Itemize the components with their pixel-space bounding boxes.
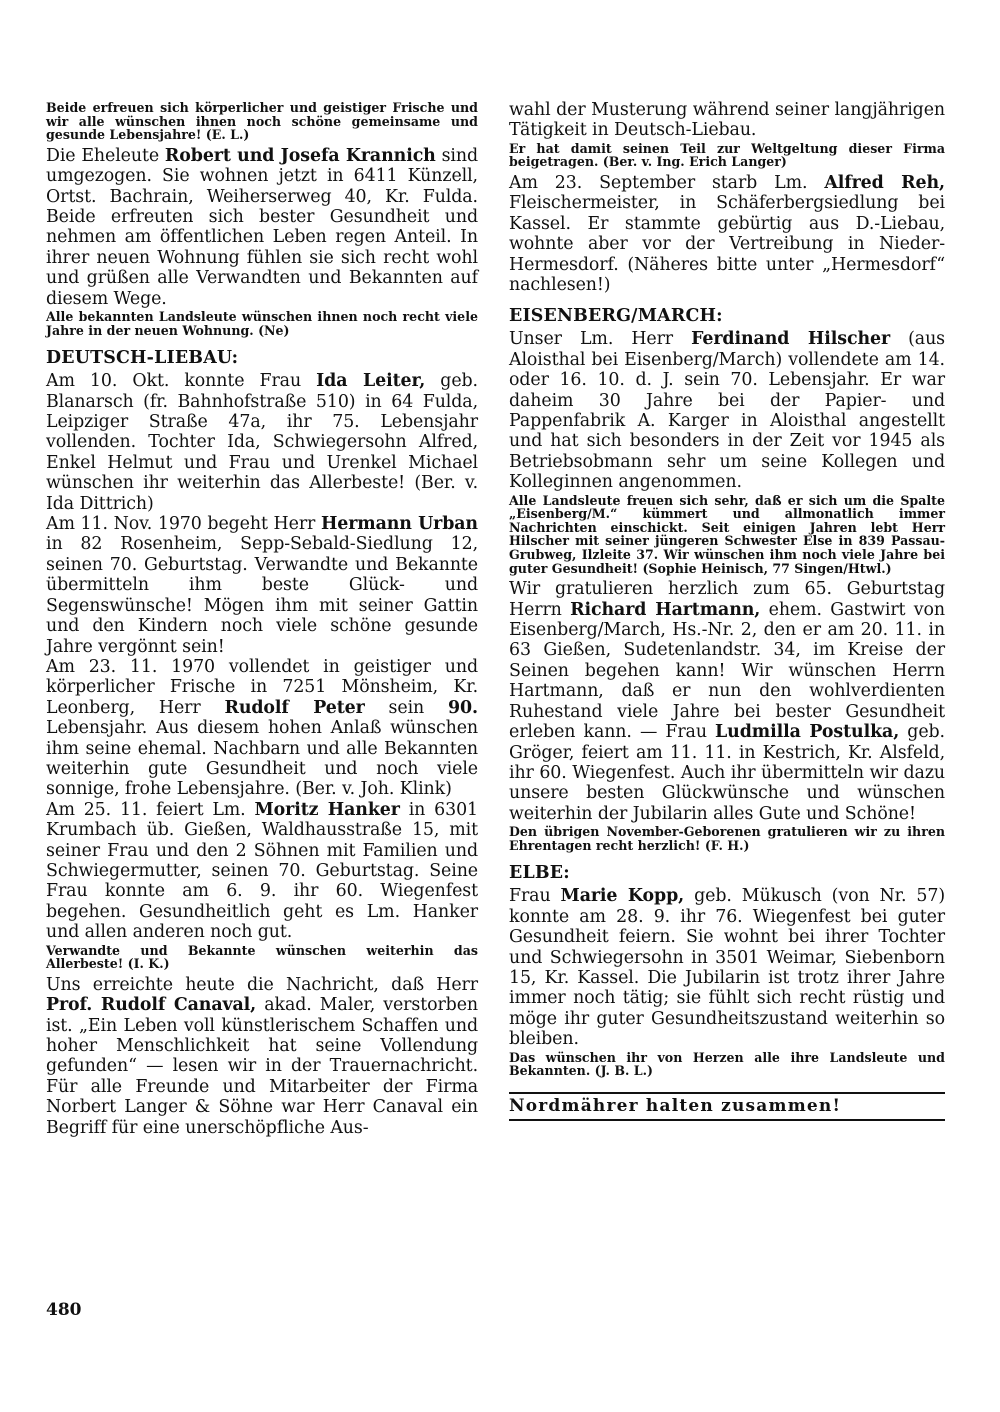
obituary-reh: Am 23. September starb Lm. Alfred Reh, Fleischermeister, in Schäferbergsiedlung bei Kassel. Er stammte gebürtig aus D.-Liebau, wohnte aber vor der Vertreibung in Nieder-Hermesdorf. (Näheres bitte unter „Hermesdorf“ nachlesen!) bbox=[509, 173, 945, 296]
person-name: Ferdinand Hilscher bbox=[691, 329, 891, 350]
person-name: Hermann Urban bbox=[320, 514, 478, 535]
announcement-krannich: Die Eheleute Robert und Josefa Krannich sind umgezogen. Sie wohnen jetzt in 6411 Künzell, Ortst. Bachrain, Weiherserweg 40, Kr. Fulda. Beide erfreuten sich bester Gesundheit und nehmen am öffentlichen Leben regen Anteil. In ihrer neuen Wohnung fühlen sie sich recht wohl und grüßen alle Verwandten und Bekannten auf diesem Wege. bbox=[46, 145, 478, 309]
person-name: Rudolf Peter bbox=[224, 697, 365, 718]
person-name: Richard Hartmann, bbox=[570, 599, 761, 620]
closing-note: Alle Landsleute freuen sich sehr, daß er sich um die Spalte „Eisenberg/M.“ kümmert und allmonatlich immer Nachrichten einschickt. Seit einigen Jahren lebt Herr Hilscher mit seiner jüngeren Schwester Else in 839 Passau-Grubweg, Ilzleite 37. Wir wünschen ihm noch viele Jahre bei guter Gesundheit! (Sophie Heinisch, 77 Singen/Htwl.) bbox=[509, 492, 945, 576]
closing-note: Alle bekannten Landsleute wünschen ihnen noch recht viele Jahre in der neuen Wohnung. (Ne) bbox=[46, 309, 478, 338]
section-heading-elbe: ELBE: bbox=[509, 863, 570, 884]
announcement-kopp: Frau Marie Kopp, geb. Mükusch (von Nr. 57) konnte am 28. 9. ihr 76. Wiegenfest bei guter Gesundheit feiern. Sie wohnt bei ihrer Tochter und Schwiegersohn in 3501 Weimar, Siebenborn 15, Kr. Kassel. Die Jubilarin ist trotz ihrer Jahre immer noch tätig; sie fühlt sich recht rüstig und möge ihr guter Gesundheitszustand weiterhin so bleiben. bbox=[509, 886, 946, 1050]
closing-note: Verwandte und Bekannte wünschen weiterhin das Allerbeste! (I. K.) bbox=[46, 942, 478, 972]
person-name: Ida Leiter, bbox=[316, 371, 426, 392]
person-name: Ludmilla Postulka, bbox=[715, 722, 900, 743]
person-name: Robert und Josefa Krannich bbox=[164, 145, 436, 166]
left-column bbox=[46, 100, 478, 1138]
person-name: Marie Kopp, bbox=[560, 886, 685, 907]
section-heading-deutsch-liebau: DEUTSCH-LIEBAU: bbox=[46, 348, 239, 369]
section-heading-eisenberg: EISENBERG/MARCH: bbox=[509, 306, 723, 327]
closing-note: Beide erfreuen sich körperlicher und geistiger Frische und wir alle wünschen ihnen noch schöne gemeinsame und gesunde Lebensjahre! (E. L.) bbox=[46, 100, 478, 143]
person-name: Moritz Hanker bbox=[254, 799, 400, 820]
announcement-urban: Am 11. Nov. 1970 begeht Herr Hermann Urban in 82 Rosenheim, Sepp-Sebald-Siedlung 12, seinen 70. Geburtstag. Verwandte und Bekannte übermitteln ihm beste Glück- und Segenswünsche! Mögen ihm mit seiner Gattin und den Kindern noch viele schöne gesunde Jahre vergönnt sein! bbox=[46, 514, 478, 657]
obituary-canaval-continued: wahl der Musterung während seiner langjährigen Tätigkeit in Deutsch-Liebau. bbox=[509, 100, 945, 141]
person-name: Prof. Rudolf Canaval, bbox=[46, 995, 257, 1016]
right-column bbox=[509, 100, 945, 1121]
person-name: Alfred Reh, bbox=[824, 173, 945, 193]
announcement-hanker: Am 25. 11. feiert Lm. Moritz Hanker in 6301 Krumbach üb. Gießen, Waldhausstraße 15, mit seiner Frau und den 2 Söhnen mit Familien und Schwiegermutter, seinen 70. Geburtstag. Seine Frau konnte am 6. 9. ihr 60. Wiegenfest begehen. Gesundheitlich geht es Lm. Hanker und allen anderen noch gut. bbox=[46, 799, 479, 943]
slogan-banner bbox=[509, 1092, 945, 1121]
page-number: 480 bbox=[46, 1300, 82, 1320]
announcement-leiter: Am 10. Okt. konnte Frau Ida Leiter, geb. Blanarsch (fr. Bahnhofstraße 510) in 64 Fulda, Leipziger Straße 47a, ihr 75. Lebensjahr vollenden. Tochter Ida, Schwiegersohn Alfred, Enkel Helmut und Frau und Urenkel Michael wünschen ihr weiterhin das Allerbeste! (Ber. v. Ida Dittrich) bbox=[46, 371, 478, 514]
closing-note: Den übrigen November-Geborenen gratulieren wir zu ihren Ehrentagen recht herzlich! (F. H.) bbox=[509, 824, 945, 853]
closing-note: Er hat damit seinen Teil zur Weltgeltung dieser Firma beigetragen. (Ber. v. Ing. Erich Langer) bbox=[509, 140, 945, 170]
announcement-peter: Am 23. 11. 1970 vollendet in geistiger und körperlicher Frische in 7251 Mönsheim, Kr. Leonberg, Herr Rudolf Peter sein 90. Lebensjahr. Aus diesem hohen Anlaß wünschen ihm seine ehemal. Nachbarn und alle Bekannten weiterhin gute Gesundheit und noch viele sonnige, frohe Lebensjahre. (Ber. v. Joh. Klink) bbox=[46, 656, 478, 800]
age-highlight: 90. bbox=[448, 697, 478, 718]
announcement-hilscher: Unser Lm. Herr Ferdinand Hilscher (aus Aloisthal bei Eisenberg/March) vollendete am 14. oder 16. 10. d. J. sein 70. Lebensjahr. Er war daheim 30 Jahre bei der Papier- und Pappenfabrik A. Karger in Aloisthal angestellt und hat sich besonders in der Zeit vor 1945 als Betriebsobmann sehr um seine Kollegen und Kolleginnen angenommen. bbox=[509, 329, 945, 493]
announcement-hartmann-postulka: Wir gratulieren herzlich zum 65. Geburtstag Herrn Richard Hartmann, ehem. Gastwirt von Eisenberg/March, Hs.-Nr. 2, den er am 20. 11. in 63 Gießen, Sudetenlandstr. 34, im Kreise der Seinen begehen kann! Wir wünschen Herrn Hartmann, daß er nun den wohlverdienten Ruhestand viele Jahre bei bester Gesundheit erleben kann. — Frau Ludmilla Postulka, geb. Gröger, feiert am 11. 11. in Kestrich, Kr. Alsfeld, ihr 60. Wiegenfest. Auch ihr übermitteln wir dazu unsere besten Glückwünsche und wünschen weiterhin der Jubilarin alles Gute und Schöne! bbox=[509, 579, 945, 824]
closing-note: Das wünschen ihr von Herzen alle ihre Landsleute und Bekannten. (J. B. L.) bbox=[509, 1049, 945, 1079]
slogan-text: Nordmährer halten zusammen! bbox=[509, 1095, 842, 1116]
obituary-canaval: Uns erreichte heute die Nachricht, daß Herr Prof. Rudolf Canaval, akad. Maler, verstorben ist. „Ein Leben voll künstlerischem Schaffen und hoher Menschlichkeit hat seine Vollendung gefunden“ — lesen wir in der Trauernachricht. Für alle Freunde und Mitarbeiter der Firma Norbert Langer & Söhne war Herr Canaval ein Begriff für eine unerschöpfliche Aus- bbox=[46, 974, 478, 1138]
